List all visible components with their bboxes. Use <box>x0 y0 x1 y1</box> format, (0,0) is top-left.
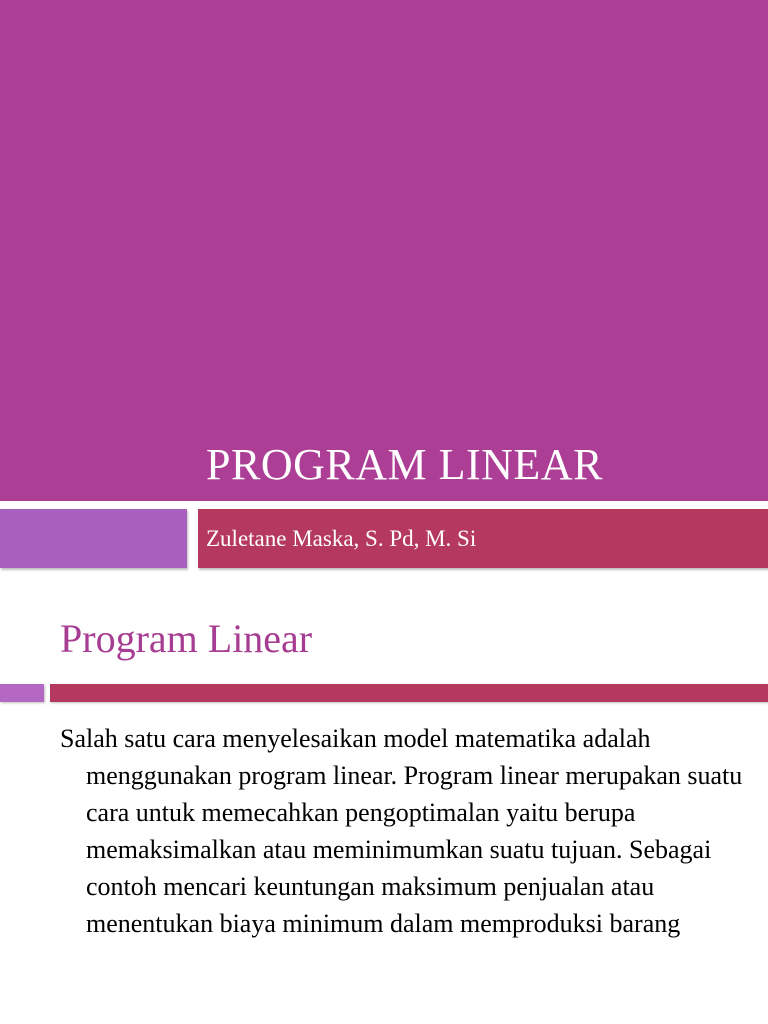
heading-rule-bar <box>50 684 768 702</box>
slide-body-text: Salah satu cara menyelesaikan model matematika adalah menggunakan program linear. Program linear merupakan suatu cara untuk memecahkan pengoptimalan yaitu berupa memaksimalkan atau meminimumkan suatu tujuan. Sebagai contoh mencari keuntungan maksimum penjualan atau menentukan biaya minimum dalam memproduksi barang <box>60 724 743 938</box>
accent-block-left <box>0 509 187 568</box>
slide-heading: Program Linear <box>60 616 313 661</box>
title-panel <box>0 0 768 501</box>
subtitle-bar <box>198 509 768 568</box>
content-slide <box>0 588 768 1024</box>
presentation-title: PROGRAM LINEAR <box>206 440 603 489</box>
author-subtitle: Zuletane Maska, S. Pd, M. Si <box>206 526 477 551</box>
heading-rule-accent-left <box>0 684 44 702</box>
